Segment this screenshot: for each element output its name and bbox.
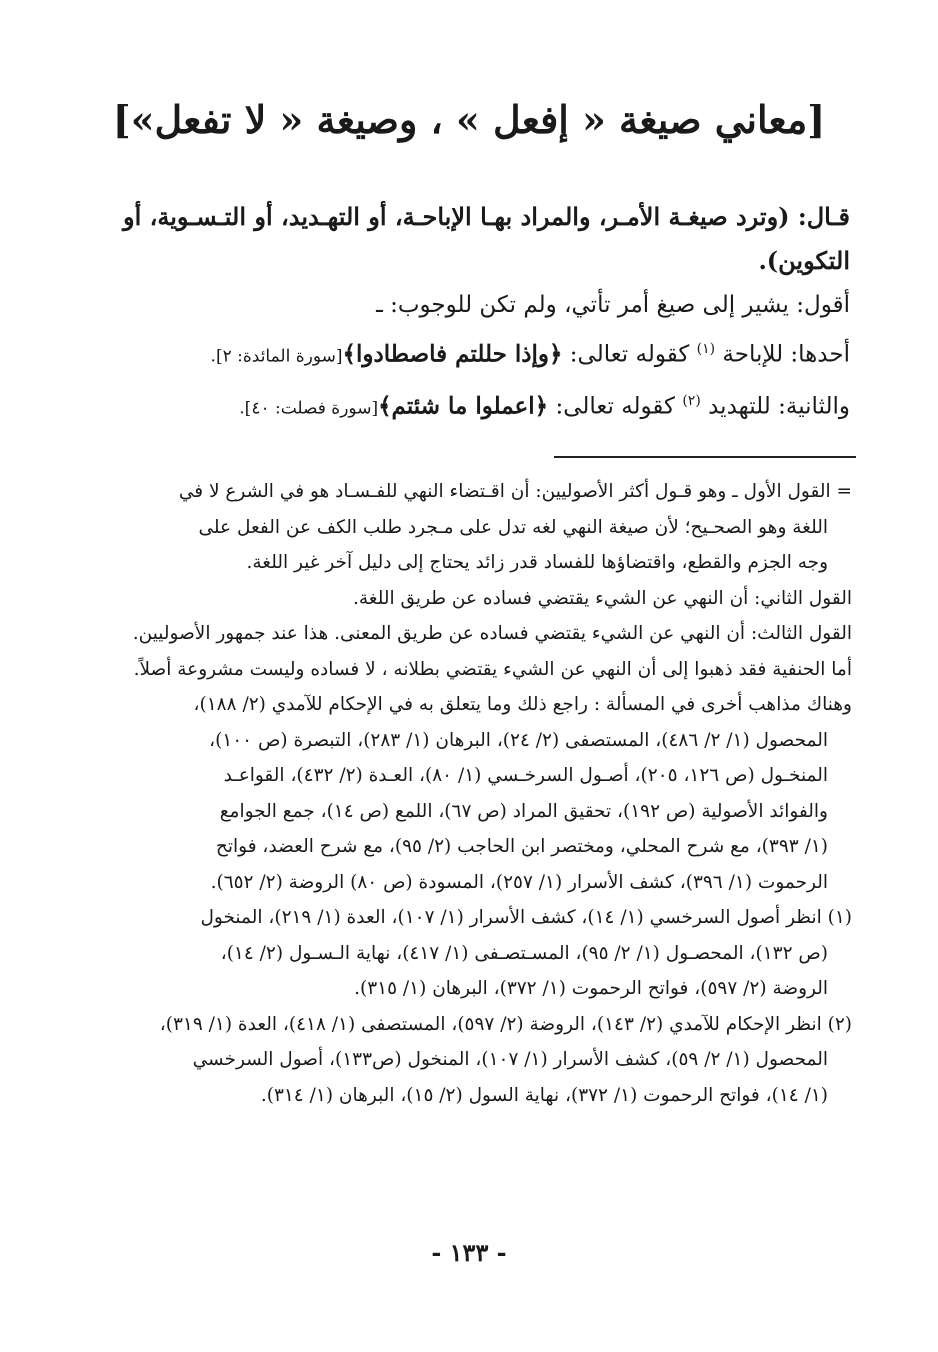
footnote-ref-2[interactable]: (٢) [682,392,701,409]
footnote-line: القول الثاني: أن النهي عن الشيء يقتضي فساده عن طريق اللغة. [352,587,852,609]
main-line-4 [110,327,850,379]
main-line-1-text: (وترد صيغـة الأمـر، والمراد بهـا الإباحـة، أو التهـديد، أو التـسـوية، أو [123,202,798,231]
section-heading: [معاني صيغة « إفعل » ، وصيغة « لا تفعل»] [112,97,826,142]
footnote-line: المنخـول (ص ١٢٦، ٢٠٥)، أصـول السرخـسي (١/ ٨٠)، العـدة (٢/ ٤٣٢)، القواعـد [223,765,828,786]
footnote-line: اللغة وهو الصحـيح؛ لأن صيغة النهي لغه تدل على مـجرد طلب الكف عن الفعل على [198,516,828,538]
footnote-line: وجه الجزم والقطع، واقتضاؤها للفساد قدر زائد يحتاج إلى دليل آخر غير اللغة. [246,552,828,573]
footnotes [110,474,852,1113]
surah-reference-2: [سورة فصلت: ٤٠]. [239,398,379,419]
main-line-1 [110,195,850,239]
kaqawlihi-text-1: كقوله تعالى: [562,341,697,368]
main-line-3: أقول: يشير إلى صيغ أمر تأتي، ولم تكن للوجوب: ـ [376,292,850,318]
main-line-5 [110,379,850,431]
footnote-line: = القول الأول ـ وهو قـول أكثر الأصوليين: أن اقـتضاء النهي للفـسـاد هو في الشرع لا في [178,481,852,502]
footnote-line: الروضة (٢/ ٥٩٧)، فواتح الرحموت (١/ ٣٧٢)، البرهان (١/ ٣١٥). [354,978,828,999]
qala-label: قـال: [797,202,850,231]
main-line-2: التكوين). [758,246,850,275]
footnote-line: (ص ١٣٢)، المحصـول (١/ ٢/ ٩٥)، المسـتصـفى (١/ ٤١٧)، نهاية الـسـول (٢/ ١٤)، [220,942,828,964]
footnote-line: والفوائد الأصولية (ص ١٩٢)، تحقيق المراد (ص ٦٧)، اللمع (ص ١٤)، جمع الجوامع [219,800,828,822]
page-number: - ١٣٣ - [431,1238,507,1267]
quran-verse-2: ﴿اعملوا ما شئتم﴾ [378,392,549,420]
footnote-line: المحصول (١/ ٢/ ٥٩)، كشف الأسرار (١/ ١٠٧)، المنخول (ص١٣٣)، أصول السرخسي [192,1049,828,1070]
footnote-line: (١/ ٣٩٣)، مع شرح المحلي، ومختصر ابن الحاجب (٢/ ٩٥)، مع شرح العضد، فواتح [215,836,828,857]
footnote-divider [554,456,856,458]
footnote-line: أما الحنفية فقد ذهبوا إلى أن النهي عن الشيء يقتضي بطلانه ، لا فساده وليست مشروعة أصلاً. [133,658,852,680]
footnote-line: القول الثالث: أن النهي عن الشيء يقتضي فساده عن طريق المعنى. هذا عند جمهور الأصوليين. [132,623,852,644]
footnote-1: (١) انظر أصول السرخسي (١/ ١٤)، كشف الأسرار (١/ ١٠٧)، العدة (١/ ٢١٩)، المنخول [200,907,852,928]
quran-verse-1: ﴿وإذا حللتم فاصطادوا﴾ [342,340,563,368]
footnote-line: وهناك مذاهب أخرى في المسألة : راجع ذلك وما يتعلق به في الإحكام للآمدي (٢/ ١٨٨)، [193,694,852,715]
footnote-ref-1[interactable]: (١) [696,341,716,357]
surah-reference-1: [سورة المائدة: ٢]. [210,346,343,367]
kaqawlihi-text-2: كقوله تعالى: [548,393,683,420]
main-text [110,195,850,430]
footnote-line: المحصول (١/ ٢/ ٤٨٦)، المستصفى (٢/ ٢٤)، البرهان (١/ ٢٨٣)، التبصرة (ص ١٠٠)، [209,729,828,751]
footnote-line: (١/ ١٤)، فواتح الرحموت (١/ ٣٧٢)، نهاية السول (٢/ ١٥)، البرهان (١/ ٣١٤). [260,1084,828,1106]
footnote-line: الرحموت (١/ ٣٩٦)، كشف الأسرار (١/ ٢٥٧)، المسودة (ص ٨٠) الروضة (٢/ ٦٥٢). [210,871,828,893]
ibaha-label: أحدها: للإباحة [715,341,850,368]
tahdid-label: والثانية: للتهديد [700,393,850,420]
footnote-2: (٢) انظر الإحكام للآمدي (٢/ ١٤٣)، الروضة (٢/ ٥٩٧)، المستصفى (١/ ٤١٨)، العدة (١/ ٣١٩)، [159,1013,852,1035]
